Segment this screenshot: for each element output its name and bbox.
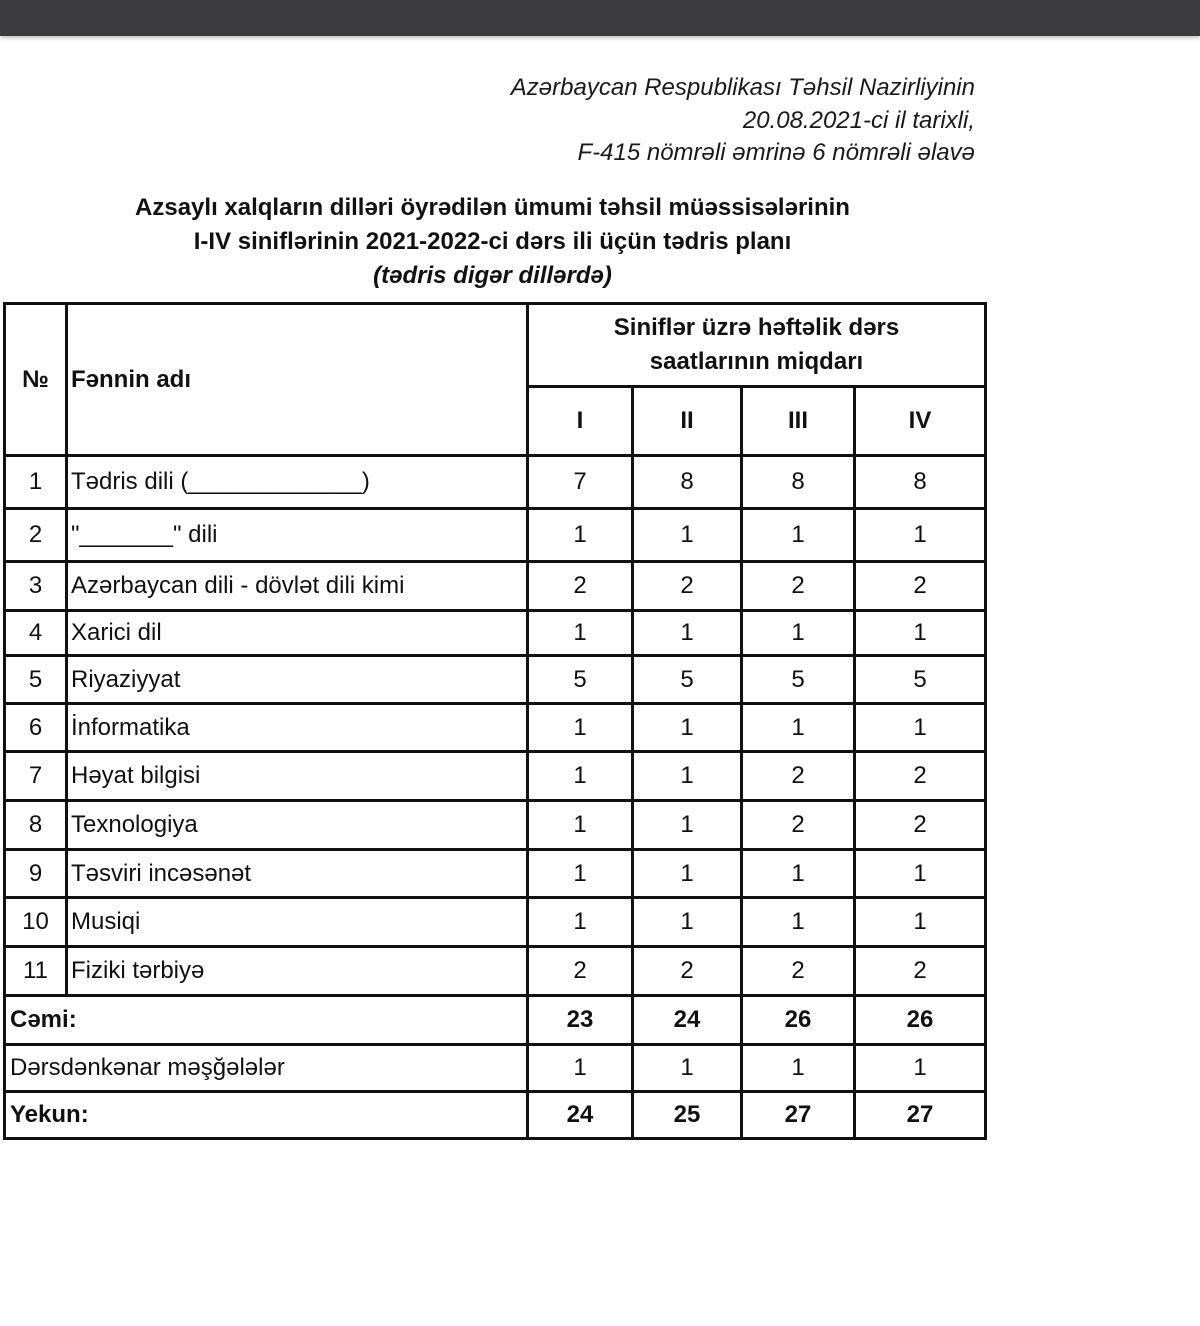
weekly-hours-cell: 5 <box>855 656 986 704</box>
reference-line-3: F-415 nömrəli əmrinə 6 nömrəli əlavə <box>577 139 975 166</box>
column-header-subject: Fənnin adı <box>67 304 528 456</box>
total-row-value: 23 <box>528 996 633 1045</box>
total-row <box>5 996 986 1045</box>
weekly-hours-cell: 2 <box>855 801 986 850</box>
extracurricular-row-value: 1 <box>742 1045 855 1092</box>
weekly-hours-cell: 1 <box>855 898 986 947</box>
table-row <box>5 898 986 947</box>
subject-name: Riyaziyyat <box>67 656 528 704</box>
row-number: 2 <box>5 509 67 562</box>
weekly-hours-cell: 7 <box>528 456 633 509</box>
weekly-hours-cell: 1 <box>528 704 633 752</box>
weekly-hours-cell: 2 <box>633 562 742 611</box>
group-header-line-1: Siniflər üzrə həftəlik dərs <box>613 314 900 341</box>
final-total-row-value: 27 <box>742 1092 855 1139</box>
weekly-hours-cell: 8 <box>855 456 986 509</box>
weekly-hours-cell: 5 <box>633 656 742 704</box>
weekly-hours-cell: 2 <box>855 752 986 801</box>
weekly-hours-cell: 1 <box>528 850 633 898</box>
table-header-row <box>5 304 986 387</box>
total-row-label: Cəmi: <box>5 996 528 1045</box>
subject-name: Texnologiya <box>67 801 528 850</box>
table-row <box>5 947 986 996</box>
weekly-hours-cell: 1 <box>528 801 633 850</box>
weekly-hours-cell: 2 <box>742 752 855 801</box>
weekly-hours-cell: 1 <box>855 850 986 898</box>
table-row <box>5 704 986 752</box>
grade-header: IV <box>855 387 986 456</box>
total-row-value: 26 <box>742 996 855 1045</box>
final-total-row-label: Yekun: <box>5 1092 528 1139</box>
weekly-hours-cell: 1 <box>855 611 986 656</box>
title-line-2: I-IV siniflərinin 2021-2022-ci dərs ili üçün tədris planı <box>193 228 792 255</box>
row-number: 8 <box>5 801 67 850</box>
weekly-hours-cell: 1 <box>855 509 986 562</box>
weekly-hours-cell: 1 <box>528 752 633 801</box>
table-row <box>5 752 986 801</box>
row-number: 3 <box>5 562 67 611</box>
weekly-hours-cell: 2 <box>528 562 633 611</box>
table-row <box>5 656 986 704</box>
subject-name: Təsviri incəsənət <box>67 850 528 898</box>
extracurricular-row-value: 1 <box>528 1045 633 1092</box>
weekly-hours-cell: 1 <box>633 509 742 562</box>
table-row <box>5 562 986 611</box>
weekly-hours-cell: 1 <box>528 898 633 947</box>
grade-header: II <box>633 387 742 456</box>
weekly-hours-cell: 8 <box>742 456 855 509</box>
weekly-hours-cell: 1 <box>742 898 855 947</box>
total-row-value: 24 <box>633 996 742 1045</box>
weekly-hours-cell: 1 <box>855 704 986 752</box>
final-total-row-value: 27 <box>855 1092 986 1139</box>
extracurricular-row-label: Dərsdənkənar məşğələlər <box>5 1045 528 1092</box>
final-total-row-value: 24 <box>528 1092 633 1139</box>
reference-line-2: 20.08.2021-ci il tarixli, <box>742 106 975 134</box>
row-number: 6 <box>5 704 67 752</box>
weekly-hours-cell: 2 <box>742 947 855 996</box>
weekly-hours-cell: 1 <box>633 801 742 850</box>
table-row <box>5 611 986 656</box>
weekly-hours-cell: 2 <box>742 801 855 850</box>
weekly-hours-cell: 2 <box>855 947 986 996</box>
weekly-hours-cell: 1 <box>742 850 855 898</box>
row-number: 5 <box>5 656 67 704</box>
final-total-row-value: 25 <box>633 1092 742 1139</box>
extracurricular-row-value: 1 <box>633 1045 742 1092</box>
row-number: 9 <box>5 850 67 898</box>
title-line-3: (tədris digər dillərdə) <box>373 262 612 289</box>
document-reference <box>511 72 975 170</box>
weekly-hours-cell: 1 <box>528 509 633 562</box>
reference-line-1: Azərbaycan Respublikası Təhsil Nazirliyinin <box>510 74 975 101</box>
row-number: 10 <box>5 898 67 947</box>
weekly-hours-cell: 2 <box>633 947 742 996</box>
weekly-hours-cell: 5 <box>528 656 633 704</box>
weekly-hours-cell: 1 <box>742 704 855 752</box>
viewer-toolbar <box>0 0 1200 36</box>
subject-name: Xarici dil <box>67 611 528 656</box>
weekly-hours-cell: 1 <box>528 611 633 656</box>
weekly-hours-cell: 1 <box>742 509 855 562</box>
weekly-hours-cell: 1 <box>633 898 742 947</box>
row-number: 4 <box>5 611 67 656</box>
weekly-hours-cell: 2 <box>742 562 855 611</box>
weekly-hours-cell: 2 <box>528 947 633 996</box>
weekly-hours-cell: 8 <box>633 456 742 509</box>
subject-name: "_______" dili <box>67 509 528 562</box>
table-row <box>5 850 986 898</box>
curriculum-table <box>3 302 987 1140</box>
subject-name: Musiqi <box>67 898 528 947</box>
table-row <box>5 801 986 850</box>
weekly-hours-cell: 2 <box>855 562 986 611</box>
extracurricular-row-value: 1 <box>855 1045 986 1092</box>
subject-name: Fiziki tərbiyə <box>67 947 528 996</box>
row-number: 11 <box>5 947 67 996</box>
row-number: 1 <box>5 456 67 509</box>
subject-name: Tədris dili (_____________) <box>67 456 528 509</box>
table-row <box>5 456 986 509</box>
weekly-hours-cell: 1 <box>633 704 742 752</box>
weekly-hours-cell: 1 <box>633 752 742 801</box>
weekly-hours-cell: 1 <box>633 611 742 656</box>
weekly-hours-cell: 1 <box>742 611 855 656</box>
column-header-number: № <box>5 304 67 456</box>
column-group-header <box>528 304 986 387</box>
subject-name: İnformatika <box>67 704 528 752</box>
subject-name: Həyat bilgisi <box>67 752 528 801</box>
extracurricular-row <box>5 1045 986 1092</box>
subject-name: Azərbaycan dili - dövlət dili kimi <box>67 562 528 611</box>
final-total-row <box>5 1092 986 1139</box>
table-row <box>5 509 986 562</box>
grade-header: III <box>742 387 855 456</box>
weekly-hours-cell: 5 <box>742 656 855 704</box>
total-row-value: 26 <box>855 996 986 1045</box>
document-title <box>0 191 985 293</box>
grade-header: I <box>528 387 633 456</box>
row-number: 7 <box>5 752 67 801</box>
weekly-hours-cell: 1 <box>633 850 742 898</box>
title-line-1: Azsaylı xalqların dilləri öyrədilən ümumi təhsil müəssisələrinin <box>135 194 850 221</box>
group-header-line-2: saatlarının miqdarı <box>649 348 864 375</box>
